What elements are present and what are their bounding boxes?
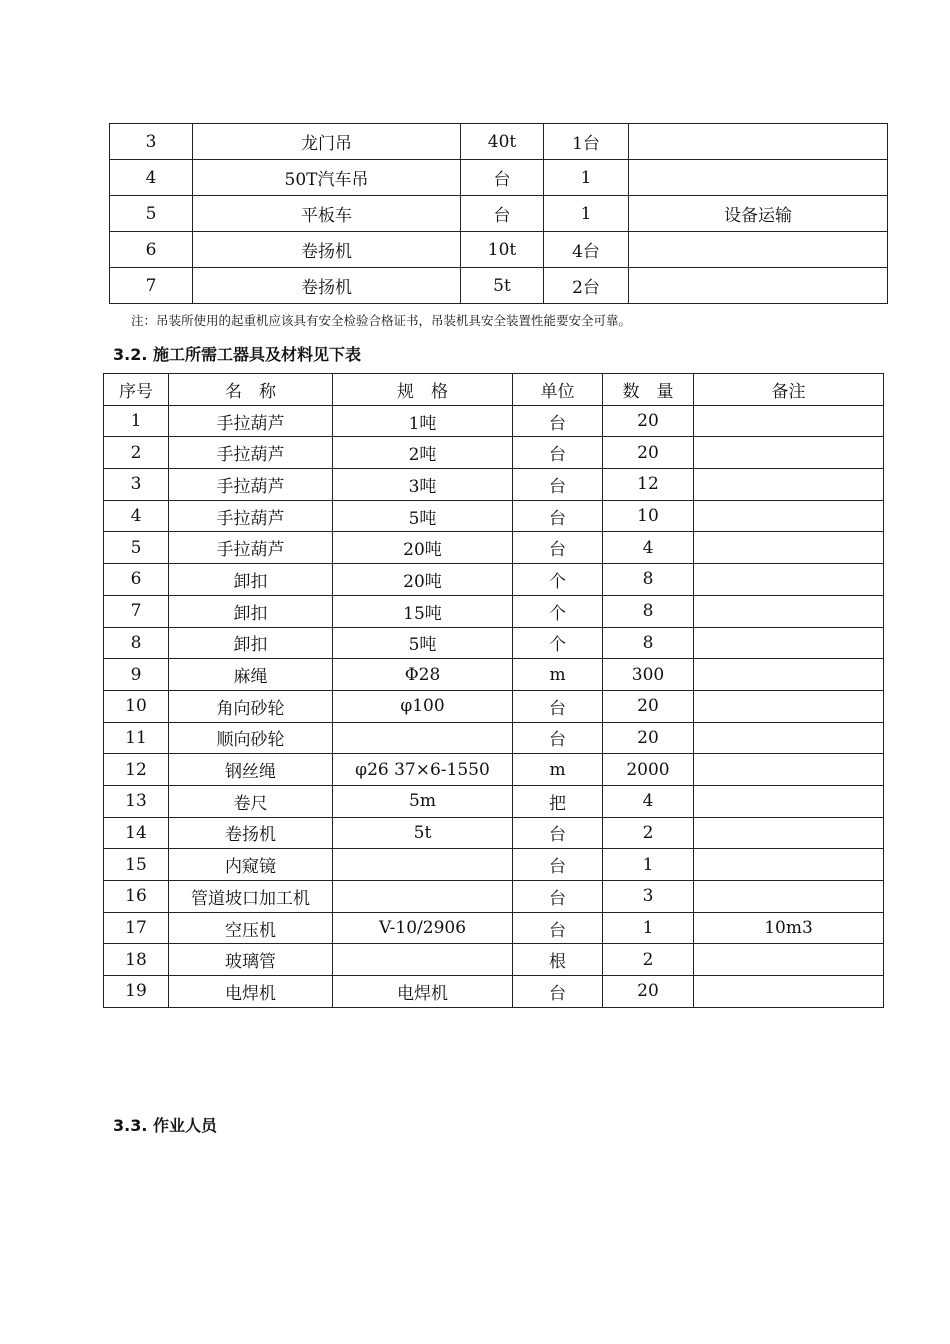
table-cell: 手拉葫芦 [169, 500, 333, 532]
table-cell: 12 [603, 469, 694, 501]
table-cell [694, 976, 884, 1008]
table-cell-remark [629, 160, 888, 196]
table-cell: 5t [333, 817, 513, 849]
column-header: 序号 [104, 374, 169, 406]
table-cell: 20吨 [333, 532, 513, 564]
table-cell-spec: 5t [461, 268, 544, 304]
table-cell [333, 722, 513, 754]
table-cell [694, 690, 884, 722]
table-cell: φ26 37×6-1550 [333, 754, 513, 786]
table-row [104, 469, 884, 501]
table-row [104, 595, 884, 627]
table-cell: 5吨 [333, 627, 513, 659]
table-cell: 卷尺 [169, 785, 333, 817]
table-cell: 10 [603, 500, 694, 532]
table-cell: 8 [603, 564, 694, 596]
table-cell: 4 [104, 500, 169, 532]
column-header: 规 格 [333, 374, 513, 406]
table-cell: 19 [104, 976, 169, 1008]
table-cell [694, 469, 884, 501]
section-heading-3-3: 3.3. 作业人员 [113, 1116, 217, 1135]
table-cell: 3吨 [333, 469, 513, 501]
table-cell: 1 [603, 849, 694, 881]
table-cell-name: 50T汽车吊 [193, 160, 461, 196]
table-cell: 电焊机 [169, 976, 333, 1008]
table-cell: 台 [513, 722, 603, 754]
table-cell: 台 [513, 817, 603, 849]
table-cell: 2 [603, 817, 694, 849]
table-cell: 10 [104, 690, 169, 722]
table-cell: Φ28 [333, 659, 513, 691]
table-cell: 电焊机 [333, 976, 513, 1008]
table-cell-remark [629, 124, 888, 160]
column-header: 备注 [694, 374, 884, 406]
table-cell-no: 5 [110, 196, 193, 232]
table-row [104, 690, 884, 722]
table-cell-no: 4 [110, 160, 193, 196]
column-header: 单位 [513, 374, 603, 406]
table-cell-qty: 1台 [544, 124, 629, 160]
table-cell [694, 659, 884, 691]
table-cell: 手拉葫芦 [169, 469, 333, 501]
table-cell: 钢丝绳 [169, 754, 333, 786]
table-row [104, 912, 884, 944]
table-cell: 4 [603, 785, 694, 817]
table-cell: 3 [104, 469, 169, 501]
table-row [104, 564, 884, 596]
table-row [110, 124, 888, 160]
table-cell-spec: 40t [461, 124, 544, 160]
table-cell: 管道坡口加工机 [169, 881, 333, 913]
table-cell-name: 卷扬机 [193, 268, 461, 304]
table-cell: 卷扬机 [169, 817, 333, 849]
table-cell: 玻璃管 [169, 944, 333, 976]
table-cell: 20 [603, 722, 694, 754]
table-cell: 5m [333, 785, 513, 817]
table-cell [694, 849, 884, 881]
table-cell [694, 881, 884, 913]
table-cell: 台 [513, 912, 603, 944]
table-cell [694, 817, 884, 849]
table-cell: 20 [603, 437, 694, 469]
table-header-row [104, 374, 884, 406]
table-cell-remark [629, 232, 888, 268]
table-cell [694, 595, 884, 627]
table-row [104, 785, 884, 817]
table-row [110, 196, 888, 232]
column-header: 数 量 [603, 374, 694, 406]
table-cell: 把 [513, 785, 603, 817]
table-cell [694, 437, 884, 469]
table-cell: 16 [104, 881, 169, 913]
table-cell: 手拉葫芦 [169, 437, 333, 469]
table-cell-no: 3 [110, 124, 193, 160]
safety-note: 注：吊装所使用的起重机应该具有安全检验合格证书，吊装机具安全装置性能要安全可靠。 [131, 313, 632, 328]
table-cell [694, 722, 884, 754]
table-cell-name: 龙门吊 [193, 124, 461, 160]
table-cell: 个 [513, 564, 603, 596]
table-cell: 台 [513, 849, 603, 881]
table-cell: 根 [513, 944, 603, 976]
table-row [104, 627, 884, 659]
table-cell: 14 [104, 817, 169, 849]
table-cell [694, 627, 884, 659]
table-cell: 个 [513, 627, 603, 659]
table-row [104, 976, 884, 1008]
table-cell: 15 [104, 849, 169, 881]
table-cell: 卸扣 [169, 595, 333, 627]
table-cell [694, 564, 884, 596]
table-cell: 20 [603, 690, 694, 722]
table-cell [333, 944, 513, 976]
table-cell: 7 [104, 595, 169, 627]
table-cell [333, 881, 513, 913]
table-row [104, 405, 884, 437]
table-cell: 9 [104, 659, 169, 691]
table-cell: 6 [104, 564, 169, 596]
table-row [104, 532, 884, 564]
table-cell-spec: 台 [461, 196, 544, 232]
table-cell-remark [629, 268, 888, 304]
table-cell [694, 405, 884, 437]
table-row [104, 849, 884, 881]
table-cell-remark: 设备运输 [629, 196, 888, 232]
table-cell: 3 [603, 881, 694, 913]
table-cell: 台 [513, 690, 603, 722]
table-cell: 卸扣 [169, 627, 333, 659]
tools-materials-table [103, 373, 884, 1008]
table-cell: 台 [513, 881, 603, 913]
table-row [104, 500, 884, 532]
table-row [104, 944, 884, 976]
table-cell: 顺向砂轮 [169, 722, 333, 754]
table-row [104, 437, 884, 469]
table-cell-qty: 1 [544, 196, 629, 232]
column-header: 名 称 [169, 374, 333, 406]
table-cell: 1 [104, 405, 169, 437]
table-cell-qty: 2台 [544, 268, 629, 304]
table-cell: 20 [603, 405, 694, 437]
table-row [104, 754, 884, 786]
table-cell: 手拉葫芦 [169, 532, 333, 564]
table-cell: 1 [603, 912, 694, 944]
table-cell: 300 [603, 659, 694, 691]
table-cell: 个 [513, 595, 603, 627]
table-cell: 台 [513, 437, 603, 469]
table-cell: 4 [603, 532, 694, 564]
table-cell: 2000 [603, 754, 694, 786]
table-row [104, 881, 884, 913]
table-cell: 角向砂轮 [169, 690, 333, 722]
table-cell: 8 [104, 627, 169, 659]
table-cell [694, 532, 884, 564]
table-cell: 2 [104, 437, 169, 469]
table-row [104, 659, 884, 691]
table-cell: 5 [104, 532, 169, 564]
table-cell-name: 卷扬机 [193, 232, 461, 268]
table-row [104, 722, 884, 754]
table-cell: V-10/2906 [333, 912, 513, 944]
table-cell-qty: 4台 [544, 232, 629, 268]
table-cell: m [513, 754, 603, 786]
table-row [110, 160, 888, 196]
equipment-table [109, 123, 888, 304]
table-cell: 空压机 [169, 912, 333, 944]
table-cell [694, 785, 884, 817]
table-cell: 13 [104, 785, 169, 817]
table-cell: 手拉葫芦 [169, 405, 333, 437]
table-cell: 5吨 [333, 500, 513, 532]
table-cell-name: 平板车 [193, 196, 461, 232]
table-cell-spec: 台 [461, 160, 544, 196]
table-cell: 1吨 [333, 405, 513, 437]
table-cell: 卸扣 [169, 564, 333, 596]
table-cell: 12 [104, 754, 169, 786]
table-cell [694, 944, 884, 976]
table-cell: 2吨 [333, 437, 513, 469]
table-cell: 18 [104, 944, 169, 976]
table-cell-no: 7 [110, 268, 193, 304]
table-cell: 台 [513, 500, 603, 532]
table-cell: m [513, 659, 603, 691]
table-cell: 台 [513, 405, 603, 437]
table-row [110, 268, 888, 304]
table-row [104, 817, 884, 849]
table-cell: 15吨 [333, 595, 513, 627]
table-cell: 8 [603, 627, 694, 659]
table-cell: 台 [513, 469, 603, 501]
table-cell: 台 [513, 532, 603, 564]
table-cell: 10m3 [694, 912, 884, 944]
table-cell-qty: 1 [544, 160, 629, 196]
table-cell: 麻绳 [169, 659, 333, 691]
table-cell: 11 [104, 722, 169, 754]
table-cell [694, 754, 884, 786]
table-cell-spec: 10t [461, 232, 544, 268]
section-heading-3-2: 3.2. 施工所需工器具及材料见下表 [113, 345, 361, 364]
table-cell: 台 [513, 976, 603, 1008]
table-cell-no: 6 [110, 232, 193, 268]
table-cell: 内窥镜 [169, 849, 333, 881]
table-cell: 20 [603, 976, 694, 1008]
table-cell: 2 [603, 944, 694, 976]
table-cell: φ100 [333, 690, 513, 722]
table-cell [333, 849, 513, 881]
table-cell: 20吨 [333, 564, 513, 596]
table-cell: 17 [104, 912, 169, 944]
table-cell [694, 500, 884, 532]
table-row [110, 232, 888, 268]
table-cell: 8 [603, 595, 694, 627]
